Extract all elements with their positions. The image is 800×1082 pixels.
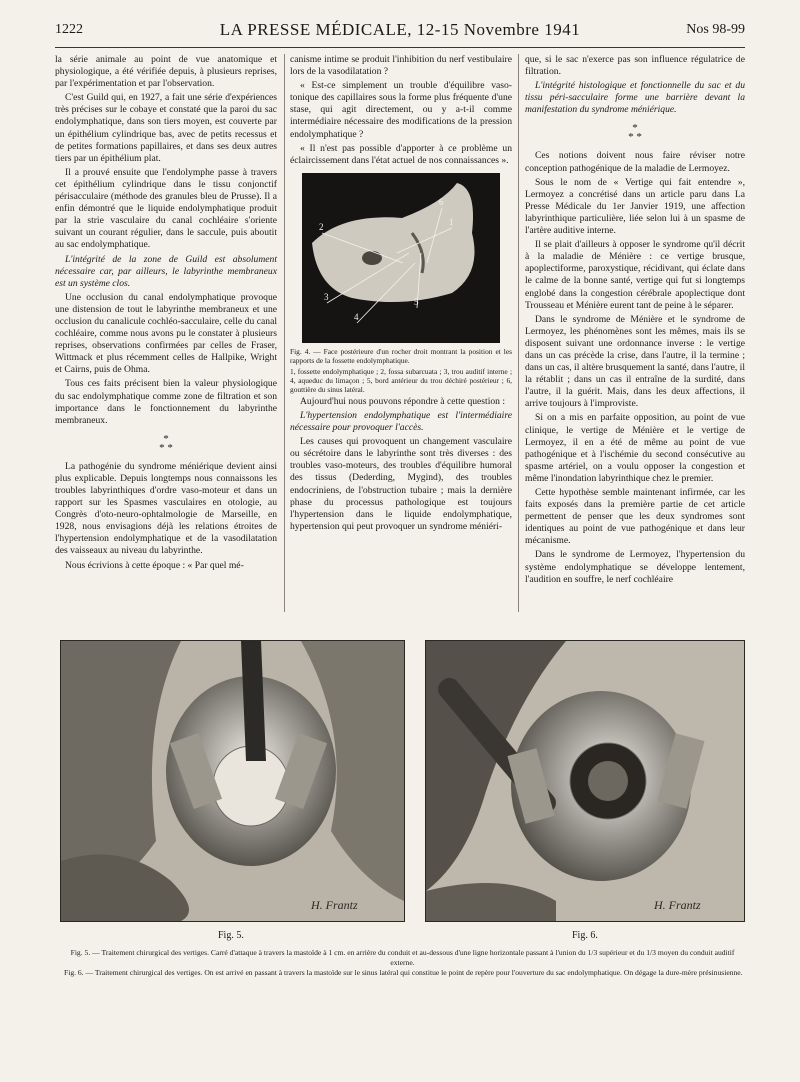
header-rule (55, 47, 745, 48)
paragraph: Aujourd'hui nous pouvons répondre à cette question : (300, 395, 506, 407)
paragraph: Dans le syndrome de Ménière et le syndrome de Lermoyez, les phénomènes sont les mêmes, mais ils se disposent suivant une ordonnance inverse : le vertige dans un cas précède la crise, dans l'autre, il la termine ; dans un cas, il altère brusquement la santé, dans l'autre, il la rétablit ; dans un cas il entraîne de la surdité, dans l'autre, il la guérit. Mais, dans les deux affections, il arrive toujours à l'improviste. (525, 313, 745, 410)
paragraph: Une occlusion du canal endolymphatique provoque une distension de tout le labyrinthe membraneux et une occlusion du canalicule cochléo-sacculaire, celle du canal cochléaire, comme nous avons pu le constater à plusieurs reprises, observations confirmées par celles de Fraser, Wittmack et plus récemment celles de Hallpike, Wright et Cairns, puis de Ohma. (55, 291, 277, 376)
figure-captions (60, 948, 745, 978)
text-column-2 (290, 54, 512, 535)
text-column-1 (55, 54, 277, 574)
artist-signature: H. Frantz (311, 898, 358, 912)
paragraph: Il se plait d'ailleurs à opposer le syndrome qu'il décrit à la maladie de Ménière : ce vertige brusque, apoplectiforme, paroxystique, récidivant, qui éclate dans le calme de la bonne santé, vertige qui fut si longtemps englobé dans la congestion cérébrale apoplectique dont Trousseau et Ménière eurent tant de peine à le séparer. (525, 239, 745, 311)
section-separator: * * * (628, 122, 642, 144)
issue-number: Nos 98-99 (686, 22, 745, 37)
paragraph: « Il n'est pas possible d'apporter à ce problème un éclaircissement dans l'état actuel de nos connaissances ». (290, 142, 512, 166)
paragraph: la série animale au point de vue anatomique et physiologique, a été vérifiée depuis, à plusieurs reprises, par l'expérimentation et par l'observation. (55, 54, 277, 90)
figure-6-illustration (425, 640, 745, 922)
paragraph: Si on a mis en parfaite opposition, au point de vue clinique, le vertige de Ménière et le vertige de Lermoyez, il en a été de même au point de vue pathogénique et à l'ischémie du second consécutive au spasme artériel, on a voulu opposer la congestion et même l'inondation labyrinthique chez le premier. (525, 412, 745, 484)
figure-5-label: Fig. 5. (218, 930, 244, 941)
paragraph: Nous écrivions à cette époque : « Par quel mé- (65, 559, 244, 571)
figure-4-caption: 1, fossette endolymphatique ; 2, fossa subarcuata ; 3, trou auditif interne ; 4, aqueduc du limaçon ; 5, bord antérieur du trou déchiré postérieur ; 6, gouttière du sinus latéral. (290, 366, 512, 394)
column-divider (284, 54, 285, 612)
figure-6-caption: Fig. 6. — Traitement chirurgical des vertiges. On est arrivé en passant à travers la mastoïde sur le sinus latéral qui constitue le point de repère pour l'ouverture du sac endolymphatique. On dégage la dure-mère présinusienne. (64, 968, 743, 977)
paragraph: Tous ces faits précisent bien la valeur physiologique du sac endolymphatique comme zone de filtration et son importance dans le fonctionnement du labyrinthe membraneux. (55, 378, 277, 426)
paragraph: La pathogénie du syndrome méniérique devient ainsi plus explicable. Depuis longtemps nous connaissons les troubles labyrinthiques d'ordre vaso-moteur et dans un rapport sur les Spasmes vasculaires en otologie, au Congrès d'oto-neuro-ophtalmologie de Marseille, en 1928, nous envisagions déjà les relations étroites de l'hypertension endolymphatique et de la vasodilatation des vaisseaux au niveau du labyrinthe. (55, 460, 277, 557)
page-number: 1222 (55, 22, 83, 37)
paragraph: L'intégrité de la zone de Guild est absolument nécessaire car, par ailleurs, le labyrinthe membraneux est un système clos. (55, 253, 277, 289)
figure-4-callout: 5 (414, 296, 419, 307)
paragraph: que, si le sac n'exerce pas son influence régulatrice de filtration. (525, 54, 745, 78)
figure-4-callout: 6 (439, 196, 444, 207)
paragraph: C'est Guild qui, en 1927, a fait une série d'expériences très précises sur le cobaye et constaté que la paroi du sac endolymphatique, dans son tiers moyen, est couverte par un épithélium cylindrique bas, avec de petits recessus et de petites formations papillaires, et dans ses deux autres tiers par un épithélium plat. (55, 92, 277, 164)
figure-5-caption: Fig. 5. — Traitement chirurgical des vertiges. Carré d'attaque à travers la mastoïde à 1 cm. en arrière du conduit et au-dessous d'une ligne horizontale passant à l'union du 1/3 supérieur et du 1/3 moyen du conduit auditif externe. (70, 948, 735, 967)
figure-4-photo (302, 173, 500, 343)
paragraph: Cette hypothèse semble maintenant infirmée, car les faits exposés dans la première partie de cet article permettent de penser que les deux syndromes sont identiques au point de vue pathogénique et dans leur mécanisme. (525, 487, 745, 547)
figure-5-illustration (60, 640, 405, 922)
running-header (55, 20, 745, 46)
section-separator: * * * (159, 432, 173, 454)
paragraph: Les causes qui provoquent un changement vasculaire ou sécrétoire dans le labyrinthe sont très diverses : des troubles vaso-moteurs, des troubles d'équilibre humoral des tissus (Dederding, Mygind), des troubles endocriniens, de l'obstruction tubaire ; mais la dernière phase du processus pathologique est toujours l'hypertension dans le liquide endolymphatique, hypertension qui peut provoquer un syndrome méniéri- (290, 436, 512, 532)
journal-title: LA PRESSE MÉDICALE, 12-15 Novembre 1941 (219, 20, 581, 39)
column-divider (518, 54, 519, 612)
paragraph: L'hypertension endolymphatique est l'intermédiaire nécessaire pour provoquer l'accès. (290, 409, 512, 434)
figure-4-callout: 2 (319, 221, 324, 232)
paragraph: Il a prouvé ensuite que l'endolymphe passe à travers cet épithélium cylindrique dans le tissu conjonctif périsacculaire (méthode des granules bleu de Prusse). Il a enfin démontré que le liquide endolymphatique produit par la strie vasculaire du canal cochléaire s'oriente suivant un courant régulier, dans le saccule, puis aboutit au sac endolymphatique. (55, 166, 277, 251)
paragraph: Sous le nom de « Vertige qui fait entendre », Lermoyez a concrétisé dans un article paru dans La Presse Médicale du 1er Janvier 1919, une affection labyrinthique particulière, liée selon lui à un spasme de l'artère auditive interne. (525, 176, 745, 237)
paragraph: « Est-ce simplement un trouble d'équilibre vaso-tonique des capillaires sous la forme plus fréquente d'une stase, qui agit directement, ou y a-t-il comme intermédiaire nécessaire des modifications de la pression endolymphatique ? (290, 80, 512, 140)
paragraph: canisme intime se produit l'inhibition du nerf vestibulaire lors de la vasodilatation ? (290, 54, 512, 78)
artist-signature: H. Frantz (654, 898, 701, 912)
text-column-3 (525, 54, 745, 588)
figure-4-callout: 4 (354, 311, 359, 322)
figure-4-callout: 3 (324, 291, 329, 302)
figure-4-callout: 1 (449, 216, 454, 227)
figure-6-label: Fig. 6. (572, 930, 598, 941)
paragraph: Ces notions doivent nous faire réviser notre conception pathogénique de la maladie de Lermoyez. (525, 150, 745, 174)
paragraph: L'intégrité histologique et fonctionnelle du sac et du tissu péri-sacculaire forme une barrière devant la manifestation du syndrome méniérique. (525, 80, 745, 116)
figure-4-caption: Fig. 4. — Face postérieure d'un rocher droit montrant la position et les rapports de la fossette endolymphatique. (290, 346, 512, 365)
paragraph: Dans le syndrome de Lermoyez, l'hypertension du système endolymphatique se développe lentement, l'audition en souffre, le nerf cochléaire (525, 549, 745, 585)
